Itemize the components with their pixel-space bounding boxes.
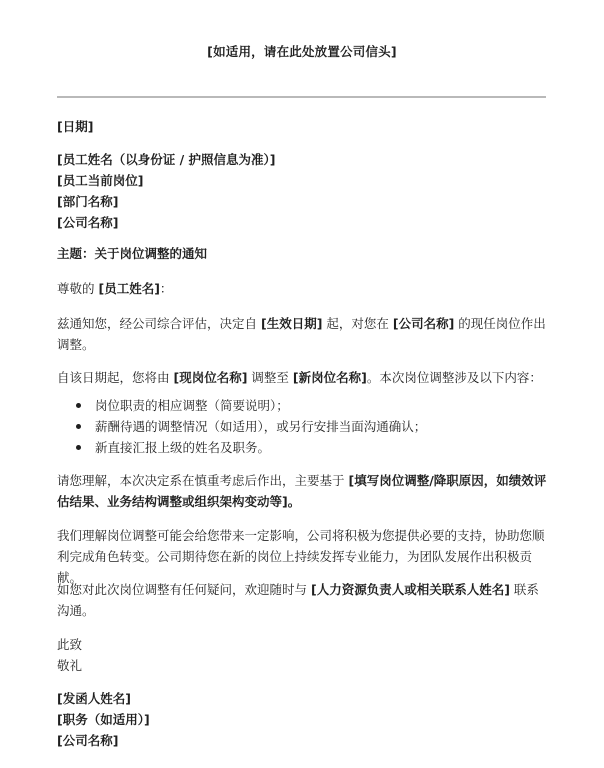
closing-line-1: 此致 [57, 637, 83, 652]
list-item: 新直接汇报上级的姓名及职务。 [57, 437, 537, 458]
list-item: 岗位职责的相应调整（简要说明）； [57, 395, 537, 416]
salutation-prefix: 尊敬的 [57, 281, 99, 296]
salutation [57, 278, 549, 299]
recipient-company: [公司名称] [57, 215, 119, 230]
current-position-placeholder: [现岗位名称] [173, 370, 248, 385]
new-position-placeholder: [新岗位名称] [292, 370, 367, 385]
hr-contact-placeholder: [人力资源负责人或相关联系人姓名] [310, 582, 510, 597]
sender-block [57, 688, 549, 751]
recipient-name: [员工姓名（以身份证 / 护照信息为准）] [57, 152, 276, 167]
para2-text-a: 自该日期起，您将由 [57, 370, 174, 385]
letterhead-placeholder: [如适用，请在此处放置公司信头] [207, 44, 397, 59]
para3-text-a: 请您理解，本次决定系在慎重考虑后作出，主要基于 [57, 473, 349, 488]
header-divider [57, 96, 546, 98]
paragraph-contact [57, 579, 549, 621]
para3-text-c: 。 [287, 494, 301, 509]
recipient-position: [员工当前岗位] [57, 173, 144, 188]
recipient-department: [部门名称] [57, 194, 119, 209]
para5-text-c: 联系沟通。 [57, 582, 539, 618]
para2-text-e: 。本次岗位调整涉及以下内容： [366, 370, 542, 385]
company-name-placeholder: [公司名称] [392, 316, 455, 331]
closing-line-2: 敬礼 [57, 658, 83, 673]
sender-company: [公司名称] [57, 733, 119, 748]
para1-text-e: 的现任岗位作出调整。 [57, 316, 546, 352]
subject-line: 主题：关于岗位调整的通知 [57, 246, 208, 261]
closing-block [57, 634, 549, 676]
bullet-dot-icon [76, 424, 81, 429]
para1-text-c: 起，对您在 [322, 316, 393, 331]
para2-text-c: 调整至 [247, 370, 293, 385]
reason-placeholder: [填写岗位调整/降职原因，如绩效评估结果、业务结构调整或组织架构变动等] [57, 473, 547, 509]
effective-date-placeholder: [生效日期] [260, 316, 323, 331]
sender-title: [职务（如适用）] [57, 712, 150, 727]
adjustment-list [57, 395, 537, 458]
paragraph-support: 我们理解岗位调整可能会给您带来一定影响，公司将积极为您提供必要的支持，协助您顺利完成角色转变。公司期待您在新的岗位上持续发挥专业能力，为团队发展作出积极贡献。 [57, 528, 545, 585]
recipient-block [57, 149, 549, 233]
salutation-suffix: ： [159, 281, 173, 296]
para5-text-a: 如您对此次岗位调整有任何疑问，欢迎随时与 [57, 582, 311, 597]
date-placeholder: [日期] [57, 119, 94, 134]
sender-name: [发函人姓名] [57, 691, 131, 706]
para1-text-a: 兹通知您，经公司综合评估，决定自 [57, 316, 261, 331]
paragraph-reason [57, 470, 549, 512]
paragraph-position-change [57, 367, 549, 388]
paragraph-effective-date [57, 313, 549, 355]
bullet-dot-icon [76, 445, 81, 450]
bullet-dot-icon [76, 403, 81, 408]
list-item: 薪酬待遇的调整情况（如适用），或另行安排当面沟通确认； [57, 416, 537, 437]
salutation-name: [员工姓名] [98, 281, 160, 296]
